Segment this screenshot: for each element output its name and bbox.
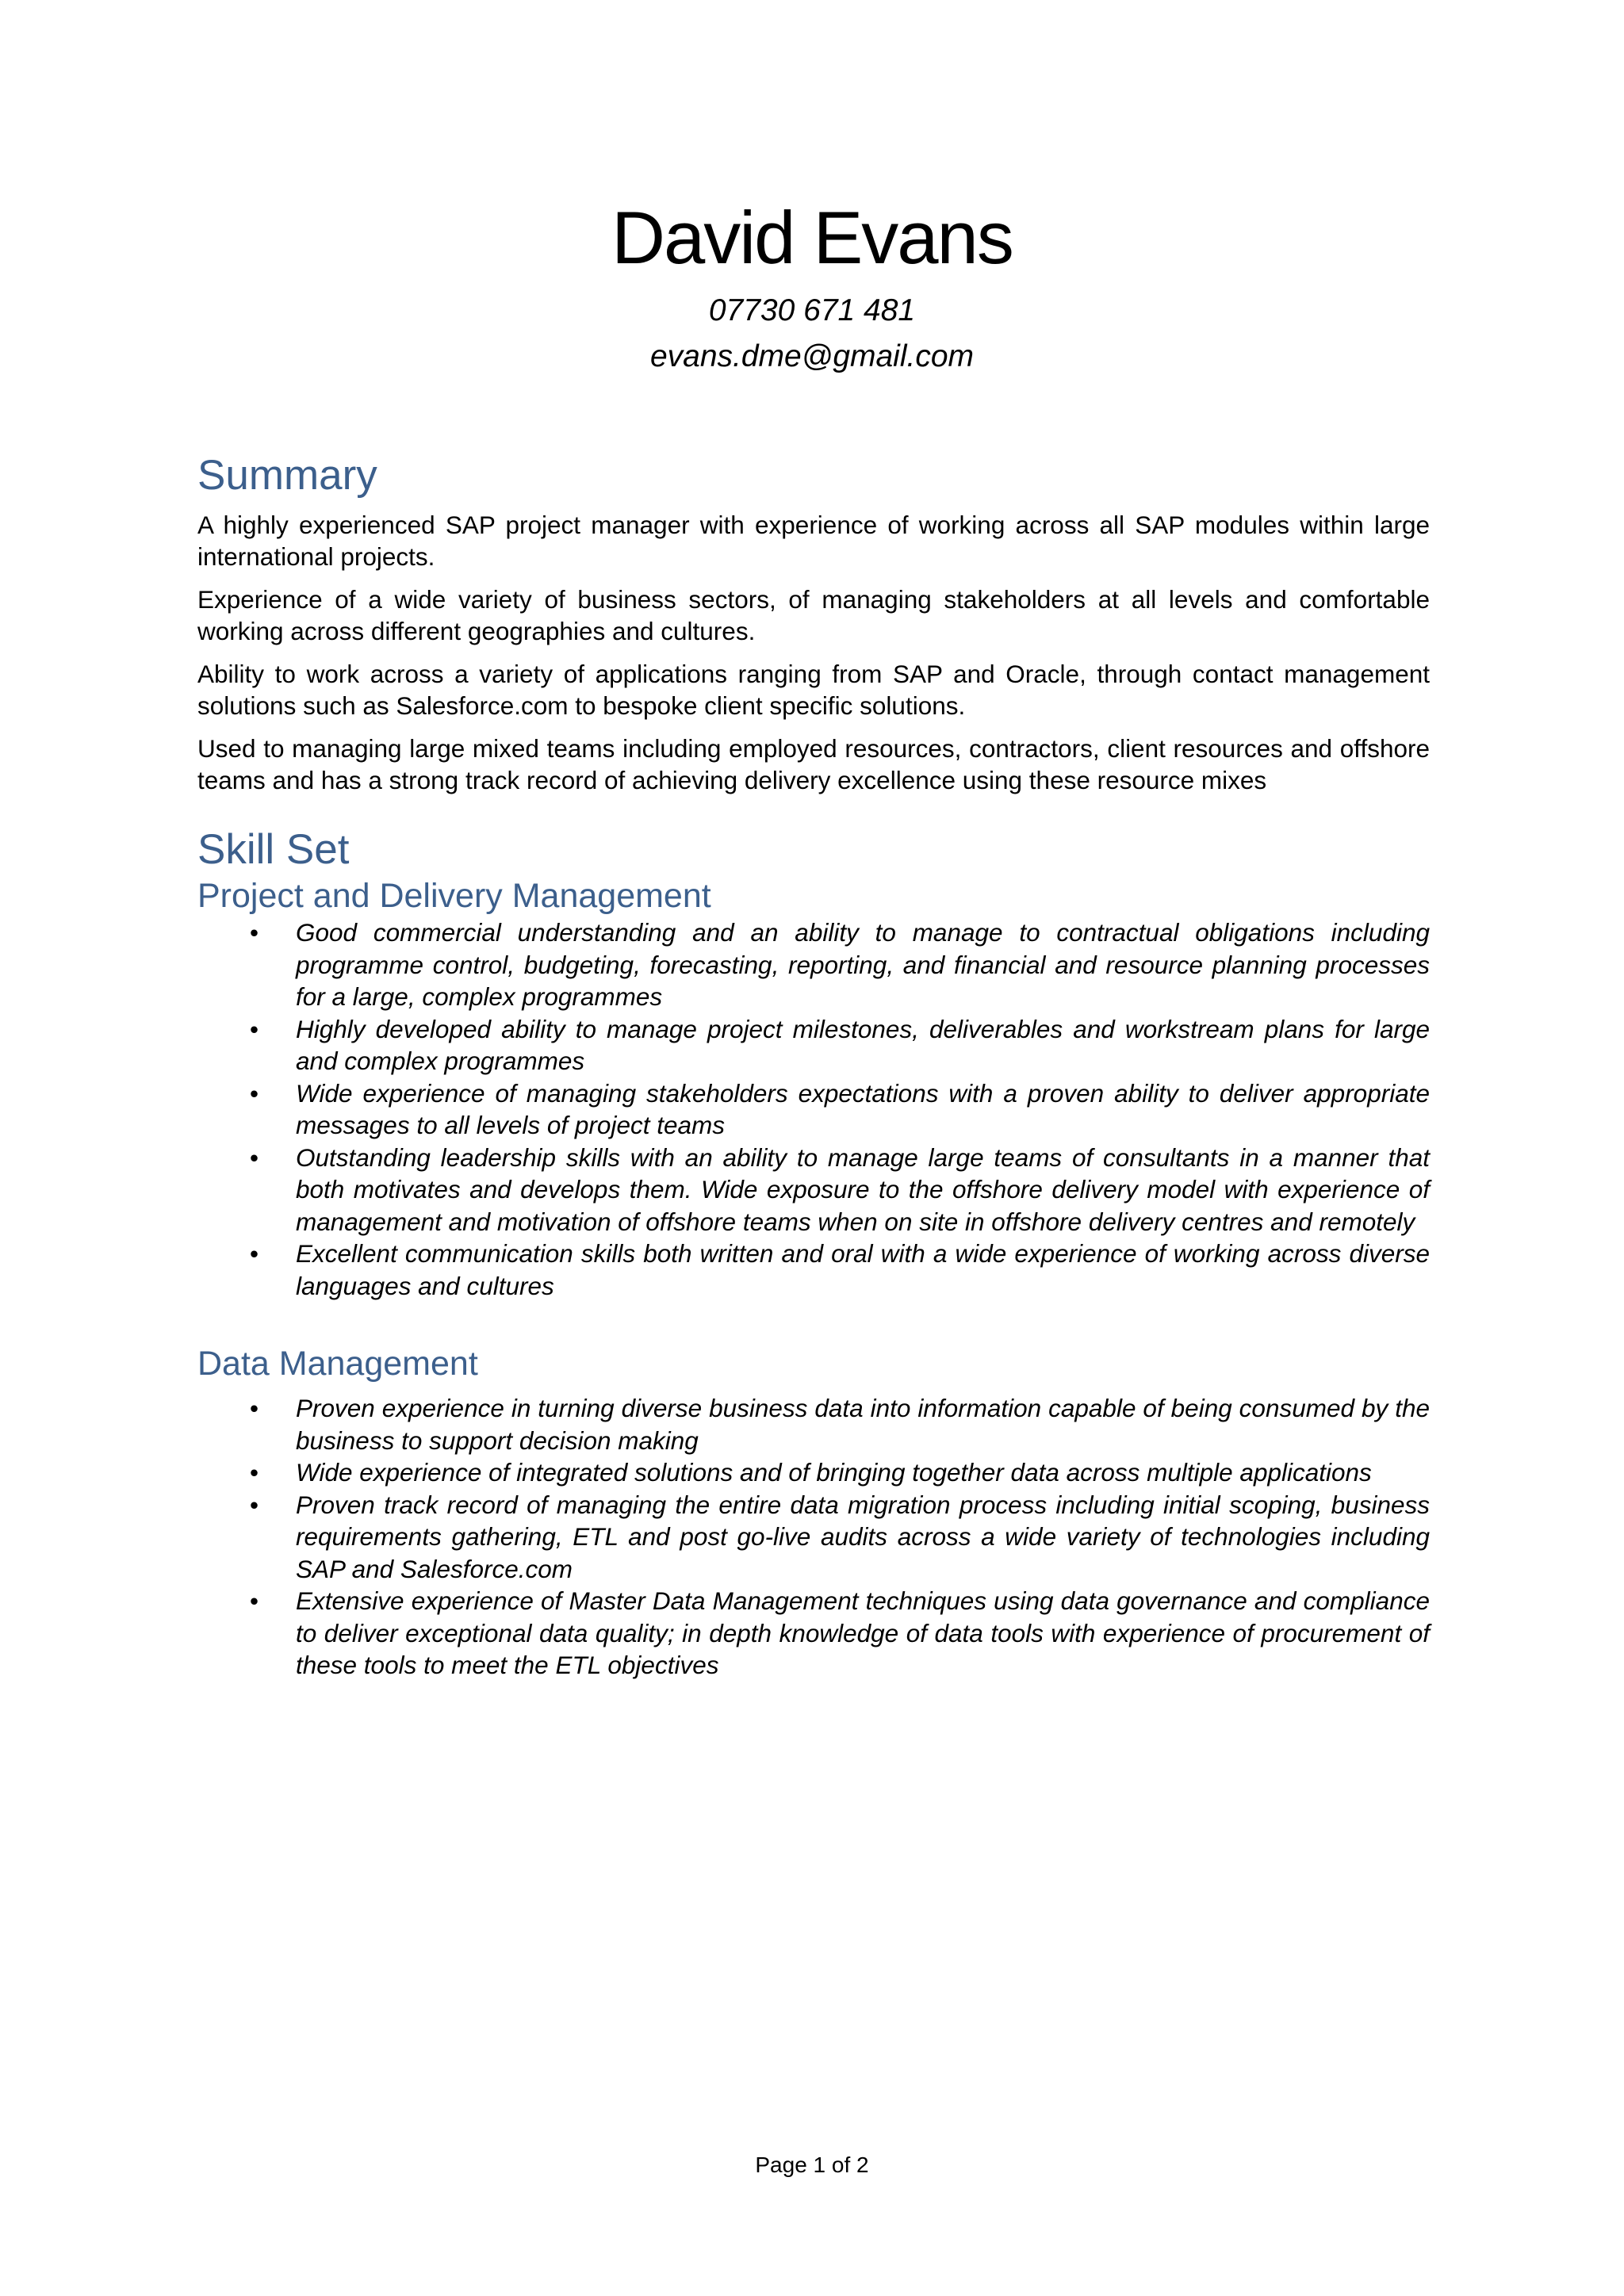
project-delivery-heading: Project and Delivery Management [197,877,711,915]
resume-content [197,450,1430,1682]
list-item [197,1238,1430,1302]
skill-set-heading: Skill Set [197,826,350,873]
summary-paragraph: Experience of a wide variety of business sectors, of managing stakeholders at all levels and comfortable working across different geographies and cultures. [197,585,1430,645]
list-item-text: Proven track record of managing the entire data migration process including initial scoping, business requirements gathering, ETL and post go-live audits across a wide variety of technologies including SAP and Salesforce.com [296,1490,1430,1583]
summary-paragraph: Used to managing large mixed teams including employed resources, contractors, client resources and offshore teams and has a strong track record of achieving delivery excellence using these resource mixes [197,734,1430,794]
bullet-icon: • [250,918,259,947]
list-item-text: Wide experience of integrated solutions and of bringing together data across multiple applications [296,1458,1372,1487]
list-item [197,1013,1430,1077]
bullet-icon: • [250,1458,259,1487]
bullet-icon: • [250,1014,259,1043]
list-item-text: Highly developed ability to manage project milestones, deliverables and workstream plans for large and complex programmes [296,1014,1430,1075]
bullet-icon: • [250,1490,259,1519]
list-item-text: Good commercial understanding and an ability to manage to contractual obligations including programme control, budgeting, forecasting, reporting, and financial and resource planning processes for a large, complex programmes [296,918,1430,1011]
bullet-icon: • [250,1078,259,1108]
list-item [197,1142,1430,1238]
summary-paragraph: A highly experienced SAP project manager with experience of working across all SAP modules within large international projects. [197,511,1430,571]
list-item-text: Extensive experience of Master Data Management techniques using data governance and compliance to deliver exceptional data quality; in depth knowledge of data tools with experience of procurement of these tools to meet the ETL objectives [296,1586,1430,1679]
list-item [197,1456,1430,1489]
bullet-icon: • [250,1586,259,1615]
bullet-icon: • [250,1239,259,1268]
phone-number: 07730 671 481 [708,293,916,327]
list-item [197,916,1430,1013]
page-number: Page 1 of 2 [755,2152,869,2177]
candidate-name: David Evans [611,196,1013,279]
list-item-text: Wide experience of managing stakeholders expectations with a proven ability to deliver appropriate messages to all levels of project teams [296,1078,1430,1139]
list-item-text: Excellent communication skills both written and oral with a wide experience of working across diverse languages and cultures [296,1239,1430,1300]
list-item [197,1585,1430,1682]
bullet-icon: • [250,1394,259,1422]
data-management-heading: Data Management [197,1345,478,1383]
project-delivery-list [197,916,1430,1302]
email-address: evans.dme@gmail.com [649,339,975,373]
data-management-list [197,1392,1430,1682]
bullet-icon: • [250,1142,259,1172]
list-item-text: Proven experience in turning diverse business data into information capable of being consumed by the business to support decision making [296,1394,1430,1455]
list-item-text: Outstanding leadership skills with an ability to manage large teams of consultants in a manner that both motivates and develops them. Wide exposure to the offshore delivery model with experience of management and motivation of offshore teams when on site in offshore delivery centres and remotely [296,1142,1430,1236]
summary-paragraph: Ability to work across a variety of applications ranging from SAP and Oracle, through contact management solutions such as Salesforce.com to bespoke client specific solutions. [197,660,1430,720]
summary-heading: Summary [197,452,377,499]
resume-header [0,194,1624,380]
list-item [197,1489,1430,1586]
list-item [197,1077,1430,1142]
list-item [197,1392,1430,1456]
